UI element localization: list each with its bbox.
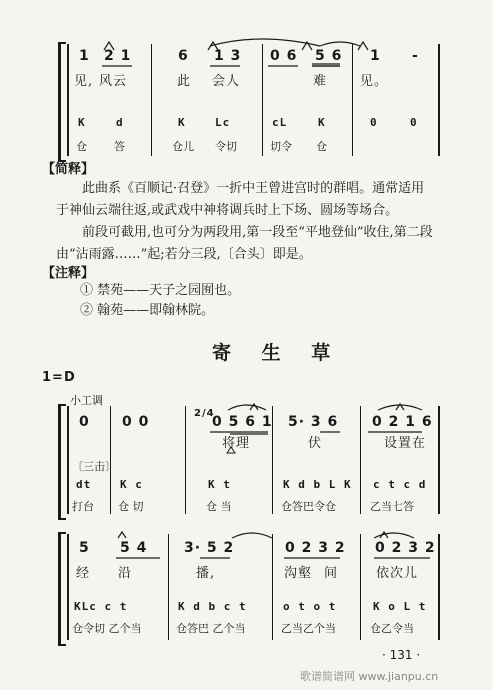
note-item: ① 禁苑——天子之园囿也。 — [80, 283, 241, 298]
song-title: 寄 生 草 — [212, 342, 343, 364]
percussion-word: 仓答巴 乙个当 — [176, 622, 246, 635]
percussion-symbol: 0 — [410, 116, 418, 129]
percussion-symbol: KLc c t — [74, 600, 128, 613]
note: 0 2 3 2 — [375, 540, 436, 556]
percussion-word: 仓 — [76, 140, 87, 153]
system-bracket — [58, 532, 66, 646]
system-bracket — [58, 404, 66, 520]
lyric: 伏 — [308, 436, 323, 451]
percussion-symbol: K — [78, 116, 86, 129]
percussion-word: 乙当乙个当 — [281, 622, 336, 635]
percussion-symbol: K o L t — [373, 600, 427, 613]
percussion-word: 乙当七答 — [370, 500, 414, 513]
note: 0 2 1 6 — [372, 414, 433, 430]
percussion-word: 仓 切 — [118, 500, 144, 513]
note: 5 4 — [120, 540, 148, 556]
slur-marks — [100, 526, 440, 566]
percussion-symbol: K d b c t — [178, 600, 247, 613]
barline — [67, 534, 69, 640]
note: 1 3 — [214, 48, 242, 64]
note: 0 5 6 1 — [212, 414, 273, 430]
explanation-paragraph: 前段可截用,也可分为两段用,第一段至“平地登仙”收住,第二段由“沾雨露……”起;若分三段,〔合头〕即是。 — [56, 225, 433, 262]
note: 0 2 3 2 — [285, 540, 346, 556]
note: 0 0 — [122, 414, 150, 430]
percussion-word: 仓答巴令仓 — [281, 500, 336, 513]
percussion-symbol: K d b L K — [283, 478, 352, 491]
lyric: 见, — [74, 74, 94, 89]
percussion-symbol: Lc — [215, 116, 231, 129]
lyric: 播, — [196, 566, 216, 581]
lyric: 此 — [177, 74, 192, 89]
note: 5· 3 6 — [288, 414, 339, 430]
percussion-word: 仓 — [316, 140, 327, 153]
barline — [185, 406, 186, 514]
lyric: 难 — [313, 74, 328, 89]
note: 1 — [370, 48, 381, 64]
lyric: 设置在 — [384, 436, 427, 451]
percussion-word: 令切 — [215, 140, 237, 153]
percussion-symbol: K — [318, 116, 326, 129]
percussion-word: 仓令切 乙个当 — [72, 622, 142, 635]
percussion-word: 打台 — [72, 500, 94, 513]
notes-heading: 【注释】 — [42, 266, 95, 281]
percussion-word: 切令 — [270, 140, 292, 153]
note: 1 — [79, 48, 90, 64]
note-item: ② 翰苑——即翰林院。 — [80, 303, 215, 318]
percussion-symbol: dt — [76, 478, 92, 491]
note: 2 1 — [104, 48, 132, 64]
lyric: 沟壑 — [284, 566, 313, 581]
percussion-word: 答 — [114, 140, 125, 153]
percussion-symbol: cL — [272, 116, 288, 129]
lyric: 经 — [76, 566, 91, 581]
lyric: 见。 — [360, 74, 389, 89]
page-number: · 131 · — [382, 648, 421, 662]
note: 0 — [79, 414, 90, 430]
barline — [67, 406, 69, 514]
watermark: 歌谱简谱网 www.jianpu.cn — [300, 670, 439, 683]
explanation-paragraph: 此曲系《百顺记·召登》一折中王曾进宫时的群唱。通常适用于神仙云端往返,或武戏中神将调兵时上下场、圆场等场合。 — [56, 181, 425, 218]
explanation-heading: 【简释】 — [42, 162, 95, 177]
triangle-marker-icon — [226, 446, 236, 454]
lyric: 间 — [324, 566, 339, 581]
lyric: 沿 — [118, 566, 133, 581]
note: 5 — [79, 540, 90, 556]
sanji-label: 〔三击〕 — [72, 460, 116, 473]
percussion-symbol: K — [178, 116, 186, 129]
percussion-word: 仓儿 — [172, 140, 194, 153]
time-signature: 2/4 — [194, 408, 215, 419]
percussion-symbol: K t — [208, 478, 231, 491]
percussion-symbol: d — [116, 116, 124, 129]
percussion-word: 仓 当 — [206, 500, 232, 513]
note: 5 6 — [315, 48, 343, 64]
percussion-symbol: K c — [120, 478, 143, 491]
note: - — [412, 48, 419, 64]
percussion-symbol: 0 — [370, 116, 378, 129]
key-signature: 1=D — [42, 370, 76, 385]
mode-label: 小工调 — [70, 394, 103, 407]
lyric: 将理 — [222, 436, 251, 451]
lyric: 风云 — [99, 74, 128, 89]
percussion-symbol: c t c d — [373, 478, 427, 491]
note: 3· 5 2 — [184, 540, 235, 556]
slur-marks — [200, 396, 440, 436]
percussion-symbol: o t o t — [283, 600, 337, 613]
lyric: 会人 — [212, 74, 241, 89]
lyric: 依次儿 — [376, 566, 419, 581]
note: 0 6 — [270, 48, 298, 64]
slur-marks — [60, 28, 450, 68]
percussion-word: 仓乙令当 — [370, 622, 414, 635]
note: 6 — [178, 48, 189, 64]
